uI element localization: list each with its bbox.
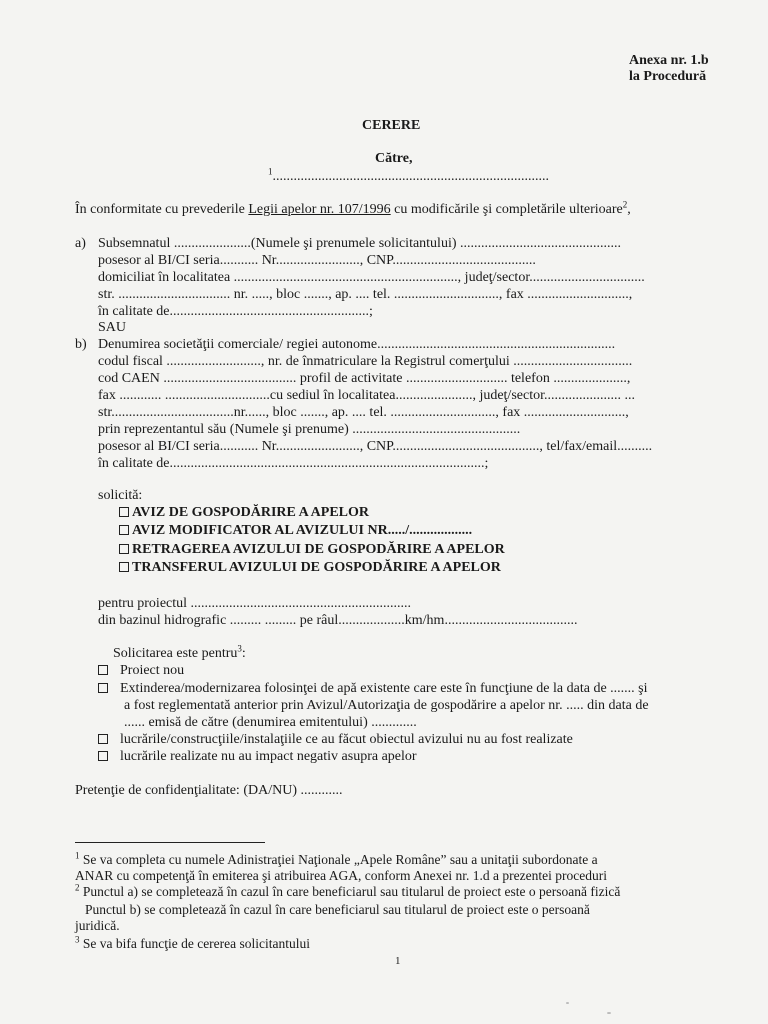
footnote-ref-1: 1 [268,166,273,177]
footnote-3 [75,936,310,952]
purpose-option-label: lucrările/construcţiile/instalaţiile ce au făcut obiectul avizului nu au fost realizate [120,732,573,747]
annex-procedure: la Procedură [629,69,707,84]
scan-speck [566,1002,569,1004]
purpose-option-label: lucrările realizate nu au impact negativ asupra apelor [120,749,417,764]
footnote-2-text: Punctul a) se completează în cazul în care beneficiarul sau titularul de proiect este o persoană fizică [79,884,621,899]
footnote-3-text: Se va bifa funcţie de cererea solicitantului [79,936,311,951]
purpose-option-label: Extinderea/modernizarea folosinţei de apă existente care este în funcţiune de la data de ....... şi [120,681,648,696]
section-b-line[interactable]: codul fiscal ..........................., nr. de înmatriculare la Registrul comerţului .................................. [98,354,633,369]
footnote-divider [75,842,265,843]
section-a-line[interactable]: Subsemnatul ......................(Numele şi prenumele solicitantului) .............................................. [98,236,621,251]
project-line[interactable]: pentru proiectul ............................................................... [98,596,412,611]
checkbox-icon[interactable] [98,683,108,693]
basin-line[interactable]: din bazinul hidrografic ......... ......... pe râul...................km/hm...................................... [98,613,578,628]
section-a-line[interactable]: str. ................................ nr. ....., bloc ......., ap. .... tel. .............................., fax ............................., [98,287,633,302]
purpose-option-continuation: ...... emisă de către (denumirea emitentului) ............. [124,715,417,730]
footnote-2 [75,884,620,900]
footnote-3-mark: 3 [75,934,80,945]
footnote-2-mark: 2 [75,882,80,893]
purpose-option[interactable] [98,662,184,679]
checkbox-icon[interactable] [119,544,129,554]
footnote-1-cont: ANAR cu competenţă în emiterea şi atribuirea AGA, conform Anexei nr. 1.d a prezentei proceduri [75,868,607,883]
footnote-1-mark: 1 [75,850,80,861]
intro-paragraph [75,201,631,218]
checkbox-icon[interactable] [119,507,129,517]
law-reference: Legii apelor nr. 107/1996 [248,202,391,217]
section-a-marker: a) [75,236,86,251]
section-b-marker: b) [75,337,87,352]
checkbox-icon[interactable] [98,665,108,675]
purpose-option-continuation: a fost reglementată anterior prin Avizul/Autorizaţia de gospodărire a apelor nr. ..... din data de [124,698,649,713]
page-number: 1 [395,955,401,967]
purpose-option[interactable] [98,731,573,748]
section-b-line[interactable]: fax ............ ..............................cu sediul în localitatea......................, judeţ/sector...................... ... [98,388,635,403]
footnote-ref-2: 2 [622,199,628,210]
section-a-line[interactable]: posesor al BI/CI seria........... Nr........................, CNP......................................... [98,253,536,268]
checkbox-icon[interactable] [119,562,129,572]
footnote-1-text: Se va completa cu numele Adinistraţiei Naţionale „Apele Române” sau a unitaţii subordonate a [79,852,598,867]
purpose-option-label: Proiect nou [120,663,185,678]
purpose-label [113,645,246,662]
intro-before: În conformitate cu prevederile [75,202,249,217]
footnote-1 [75,852,598,868]
checkbox-icon[interactable] [98,734,108,744]
addressee-line [268,168,549,185]
purpose-label-text: Solicitarea este pentru [113,646,238,661]
addressee-label: Către, [375,151,413,166]
footnote-2-cont: juridică. [75,918,120,933]
request-option-label: AVIZ MODIFICATOR AL AVIZULUI NR...../.................. [132,523,473,538]
request-option[interactable] [119,541,505,558]
footnote-2-cont: Punctul b) se completează în cazul în care beneficiarul sau titularul de proiect este o persoană [85,902,590,917]
request-option-label: TRANSFERUL AVIZULUI DE GOSPODĂRIRE A APELOR [132,560,501,575]
request-option-label: RETRAGEREA AVIZULUI DE GOSPODĂRIRE A APELOR [132,542,505,557]
section-b-line[interactable]: posesor al BI/CI seria........... Nr........................, CNP.........................................., tel/fax/email.......... [98,439,653,454]
section-b-line[interactable]: cod CAEN ...................................... profil de activitate ............................. telefon ....................., [98,371,631,386]
footnote-ref-3: 3 [237,643,242,654]
request-option[interactable] [119,504,369,521]
scan-speck [607,1012,611,1014]
purpose-option[interactable] [98,680,648,697]
request-option[interactable] [119,559,501,576]
section-b-line[interactable]: str...................................nr......, bloc ......., ap. .... tel. .............................., fax ............................., [98,405,629,420]
confidentiality-line[interactable]: Pretenţie de confidenţialitate: (DA/NU) ............ [75,783,343,798]
request-option[interactable] [119,522,472,539]
checkbox-icon[interactable] [98,751,108,761]
intro-after: cu modificările şi completările ulterioare [390,202,623,217]
section-b-line[interactable]: Denumirea societăţii comerciale/ regiei autonome.................................................................... [98,337,616,352]
document-title: CERERE [362,118,421,133]
purpose-option[interactable] [98,748,417,765]
addressee-dots: ............................................................................... [272,169,549,184]
request-option-label: AVIZ DE GOSPODĂRIRE A APELOR [132,505,370,520]
or-separator: SAU [98,320,127,335]
request-label: solicită: [98,488,143,503]
annex-number: Anexa nr. 1.b [629,53,709,68]
purpose-colon: : [241,646,246,661]
checkbox-icon[interactable] [119,525,129,535]
intro-end: , [627,202,631,217]
section-b-line[interactable]: în calitate de..........................................................................................; [98,456,489,471]
section-a-line[interactable]: în calitate de.........................................................; [98,304,373,319]
section-b-line[interactable]: prin reprezentantul său (Numele şi prenume) ................................................ [98,422,521,437]
section-a-line[interactable]: domiciliat în localitatea ................................................................, judeţ/sector................................. [98,270,645,285]
